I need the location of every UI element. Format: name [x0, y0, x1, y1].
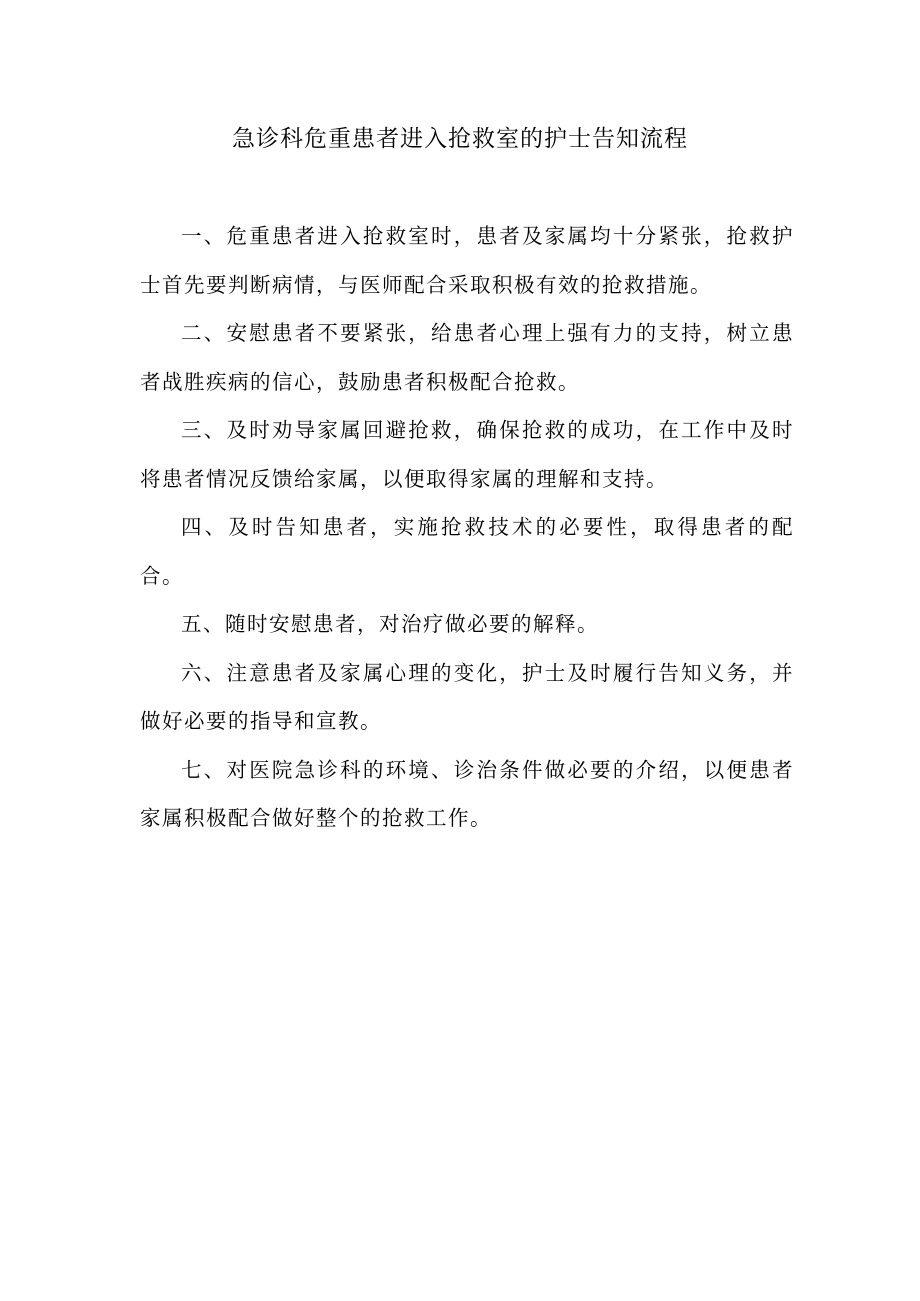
- paragraph-5: 五、随时安慰患者，对治疗做必要的解释。: [181, 612, 599, 636]
- paragraph-3: 三、及时劝导家属回避抢救，确保抢救的成功，在工作中及时将患者情况反馈给家属，以便取得家属的理解和支持。: [140, 418, 794, 491]
- document-title: 急诊科危重患者进入抢救室的护士告知流程: [232, 126, 688, 152]
- paragraph-6: 六、注意患者及家属心理的变化，护士及时履行告知义务，并做好必要的指导和宣教。: [140, 660, 794, 733]
- document-body: [140, 212, 794, 843]
- paragraph-7: 七、对医院急诊科的环境、诊治条件做必要的介绍，以便患者家属积极配合做好整个的抢救工作。: [140, 757, 794, 830]
- paragraph-4: 四、及时告知患者，实施抢救技术的必要性，取得患者的配合。: [140, 515, 794, 588]
- paragraph-1: 一、危重患者进入抢救室时，患者及家属均十分紧张，抢救护士首先要判断病情，与医师配合采取积极有效的抢救措施。: [140, 224, 794, 297]
- paragraph-2: 二、安慰患者不要紧张，给患者心理上强有力的支持，树立患者战胜疾病的信心，鼓励患者积极配合抢救。: [140, 321, 794, 394]
